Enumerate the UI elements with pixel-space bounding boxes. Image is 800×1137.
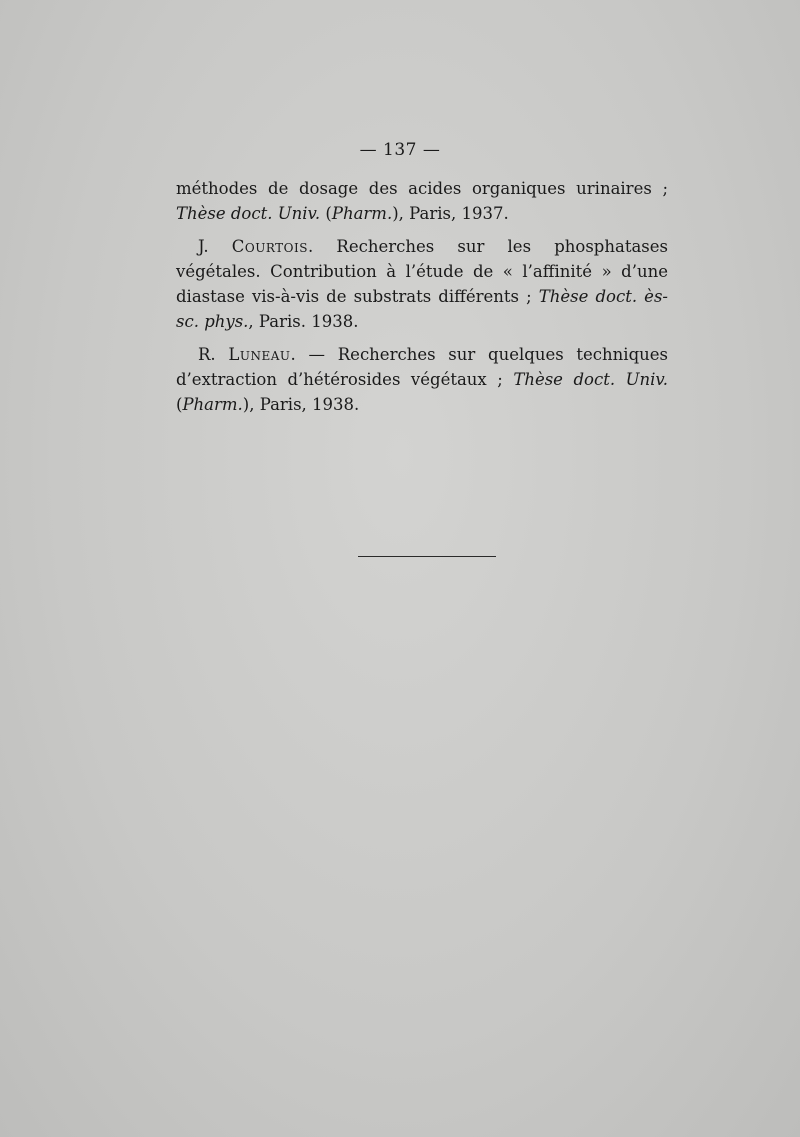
entry-2-thesis: Thèse doct. ès-sc. phys.: [176, 287, 668, 331]
entry-2-title: . Recherches sur les phosphatases végétales. Contribution à l’étude de « l’affinité » d’une diastase vis-à-vis de substrats différents ;: [176, 237, 669, 306]
entry-1-text-2: (: [320, 204, 332, 223]
entry-1-journal: Thèse doct. Univ.: [176, 204, 321, 223]
bibliography-entry-2: [176, 234, 668, 334]
section-end-rule: [358, 556, 496, 557]
entry-1-text-1: méthodes de dosage des acides organiques urinaires ;: [176, 179, 668, 198]
bibliography-block: [176, 176, 668, 417]
entry-2-place-date: , Paris. 1938.: [248, 312, 359, 331]
entry-2-author: Courtois: [231, 237, 308, 256]
entry-3-place-date: ), Paris, 1938.: [242, 395, 360, 414]
entry-3-initial: R.: [198, 345, 229, 364]
bibliography-entry-1: [176, 176, 668, 226]
entry-3-text-2: (: [176, 395, 183, 414]
entry-3-title: . — Recherches sur quelques techniques d’extraction d’hétérosides végétaux ;: [176, 345, 669, 389]
entry-2-initial: J.: [198, 237, 232, 256]
entry-1-faculty: Pharm.: [331, 204, 393, 223]
entry-3-author: Luneau: [228, 345, 291, 364]
entry-1-text-3: ), Paris, 1937.: [392, 204, 509, 223]
page-number: — 137 —: [359, 140, 441, 160]
entry-3-faculty: Pharm.: [182, 395, 243, 414]
entry-3-thesis: Thèse doct. Univ.: [513, 370, 668, 389]
bibliography-entry-3: [176, 342, 668, 417]
